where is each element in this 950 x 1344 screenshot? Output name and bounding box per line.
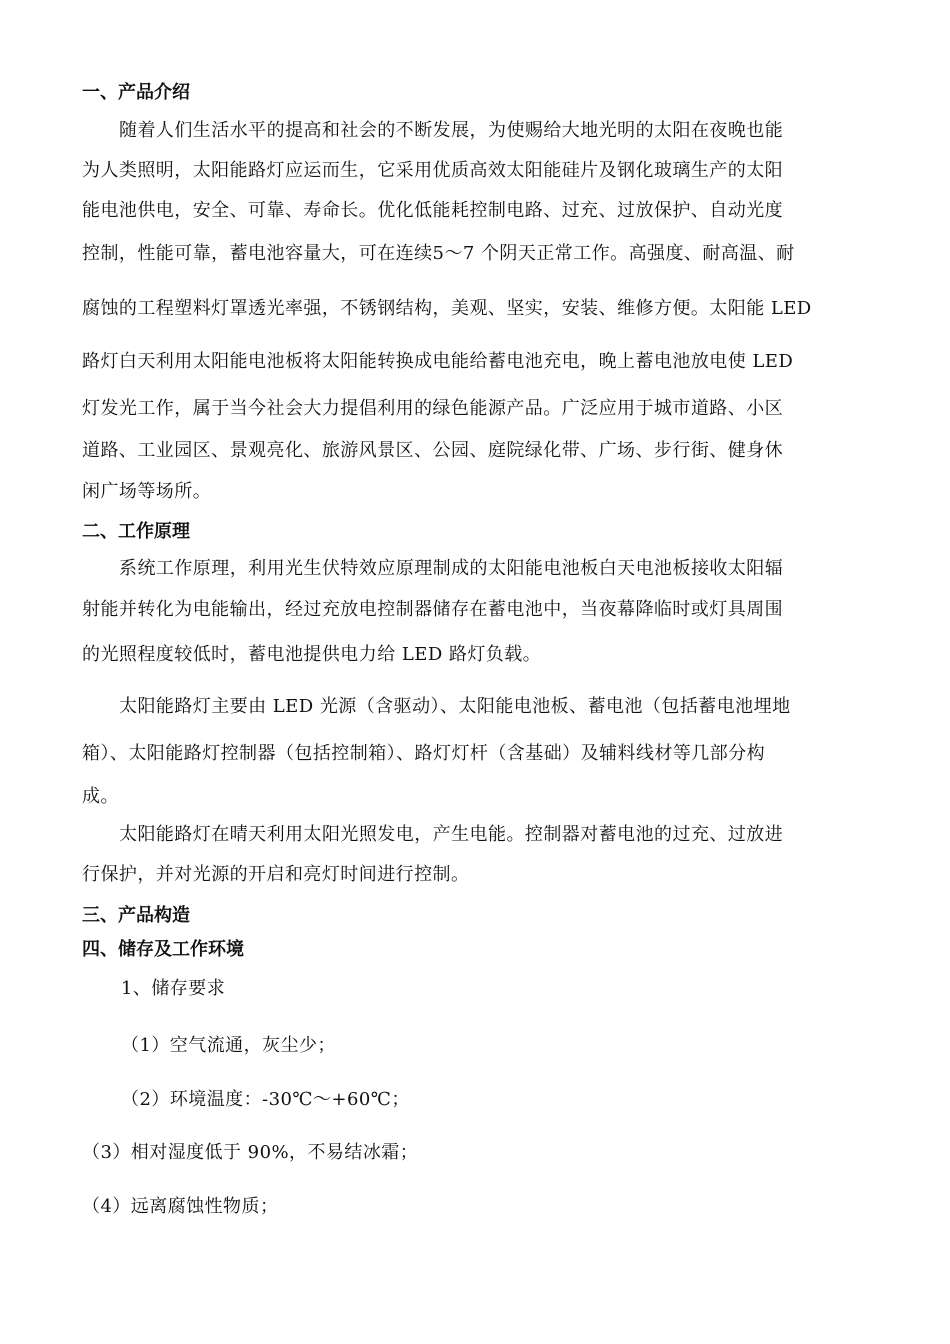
paragraph-line: 行保护，并对光源的开启和亮灯时间进行控制。 — [82, 864, 470, 885]
section-heading-working-principle: 二、工作原理 — [82, 521, 190, 542]
paragraph-line: 系统工作原理，利用光生伏特效应原理制成的太阳能电池板白天电池板接收太阳辐 — [119, 558, 784, 579]
section-heading-storage-environment: 四、储存及工作环境 — [82, 939, 244, 960]
list-item: （4）远离腐蚀性物质； — [82, 1196, 279, 1217]
paragraph-line: 箱）、太阳能路灯控制器（包括控制箱）、路灯灯杆（含基础）及辅料线材等几部分构 — [82, 743, 766, 764]
paragraph-line: 太阳能路灯在晴天利用太阳光照发电，产生电能。控制器对蓄电池的过充、过放进 — [119, 824, 784, 845]
paragraph-line: 腐蚀的工程塑料灯罩透光率强，不锈钢结构，美观、坚实，安装、维修方便。太阳能 LED — [82, 298, 812, 319]
paragraph-line: 能电池供电，安全、可靠、寿命长。优化低能耗控制电路、过充、过放保护、自动光度 — [82, 200, 784, 221]
paragraph-line: 成。 — [82, 786, 119, 807]
paragraph-line: 射能并转化为电能输出，经过充放电控制器储存在蓄电池中，当夜幕降临时或灯具周围 — [82, 599, 784, 620]
paragraph-line: 路灯白天利用太阳能电池板将太阳能转换成电能给蓄电池充电，晚上蓄电池放电使 LED — [82, 351, 794, 372]
list-item: （1）空气流通，灰尘少； — [121, 1035, 336, 1056]
paragraph-line: 为人类照明，太阳能路灯应运而生，它采用优质高效太阳能硅片及钢化玻璃生产的太阳 — [82, 160, 784, 181]
paragraph-line: 随着人们生活水平的提高和社会的不断发展，为使赐给大地光明的太阳在夜晚也能 — [119, 120, 784, 141]
section-heading-product-structure: 三、产品构造 — [82, 905, 190, 926]
list-item: （3）相对湿度低于 90%，不易结冰霜； — [82, 1142, 419, 1163]
list-item: （2）环境温度：-30℃～+60℃； — [121, 1089, 410, 1110]
paragraph-line: 道路、工业园区、景观亮化、旅游风景区、公园、庭院绿化带、广场、步行街、健身休 — [82, 440, 784, 461]
paragraph-line: 灯发光工作，属于当今社会大力提倡利用的绿色能源产品。广泛应用于城市道路、小区 — [82, 398, 784, 419]
subheading-storage-requirements: 1、储存要求 — [121, 978, 226, 999]
section-heading-product-intro: 一、产品介绍 — [82, 82, 190, 103]
paragraph-line: 太阳能路灯主要由 LED 光源（含驱动）、太阳能电池板、蓄电池（包括蓄电池埋地 — [119, 696, 791, 717]
paragraph-line: 的光照程度较低时，蓄电池提供电力给 LED 路灯负载。 — [82, 644, 542, 665]
paragraph-line: 闲广场等场所。 — [82, 481, 212, 502]
paragraph-line: 控制，性能可靠，蓄电池容量大，可在连续5～7 个阴天正常工作。高强度、耐高温、耐 — [82, 243, 795, 264]
